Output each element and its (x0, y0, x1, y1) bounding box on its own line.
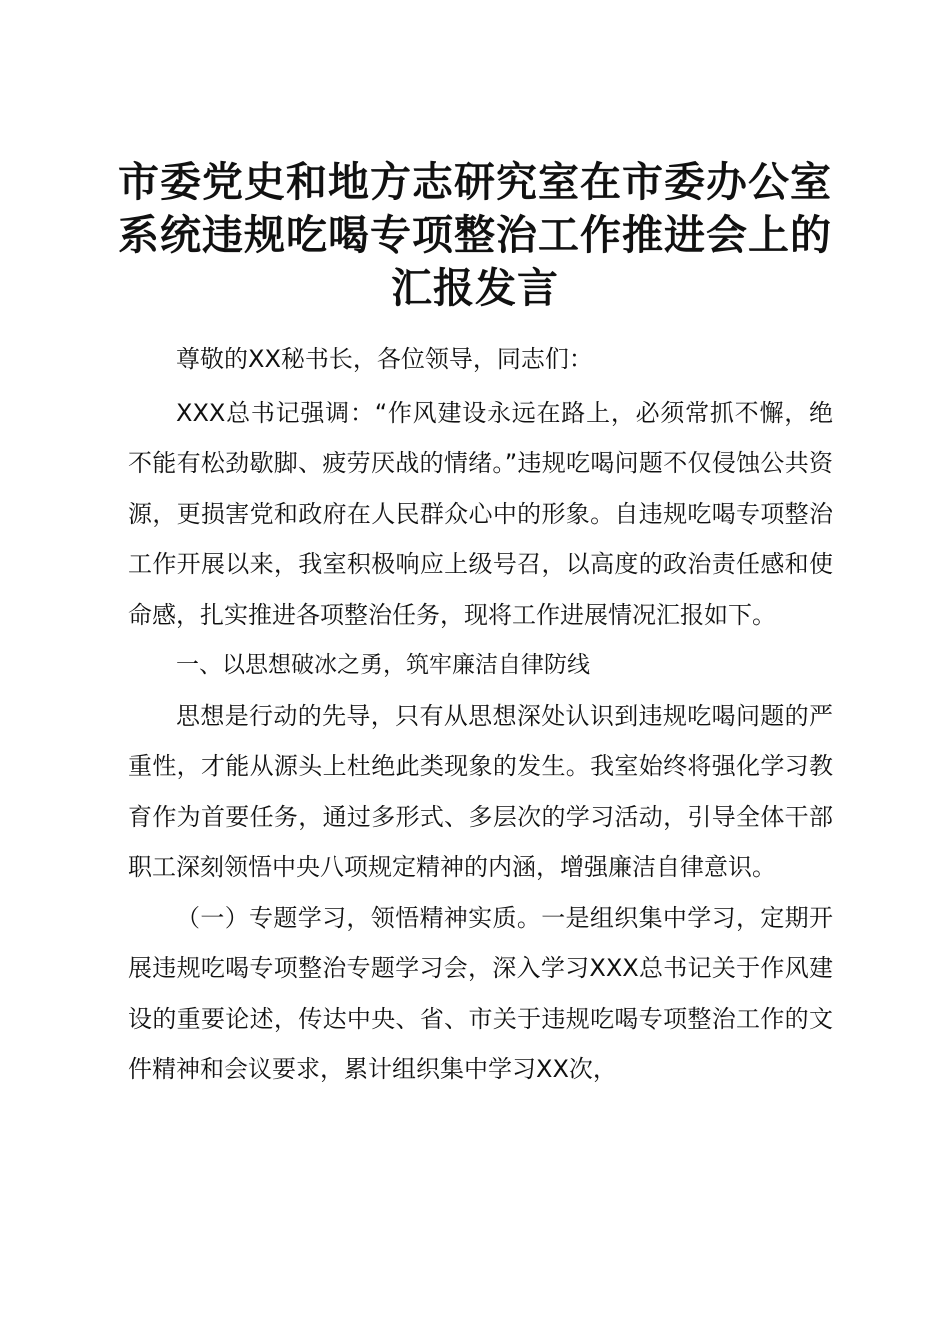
section-heading-1: 一、以思想破冰之勇，筑牢廉洁自律防线 (176, 652, 590, 678)
title-line-3: 汇报发言 (391, 264, 559, 312)
document-body (128, 334, 833, 1095)
intro-paragraph: XXX总书记强调：“作风建设永远在路上，必须常抓不懈，绝不能有松劲歇脚、疲劳厌战的情绪。”违规吃喝问题不仅侵蚀公共资源，更损害党和政府在人民群众心中的形象。自违规吃喝专项整治工作开展以来，我室积极响应上级号召，以高度的政治责任感和使命感，扎实推进各项整治任务，现将工作进展情况汇报如下。 (128, 398, 833, 629)
title-line-1: 市委党史和地方志研究室在市委办公室 (118, 158, 832, 206)
subsection-1-paragraph: （一）专题学习，领悟精神实质。一是组织集中学习，定期开展违规吃喝专项整治专题学习会，深入学习XXX总书记关于作风建设的重要论述，传达中央、省、市关于违规吃喝专项整治工作的文件精神和会议要求，累计组织集中学习XX次， (128, 903, 833, 1083)
section-1-paragraph: 思想是行动的先导，只有从思想深处认识到违规吃喝问题的严重性，才能从源头上杜绝此类现象的发生。我室始终将强化学习教育作为首要任务，通过多形式、多层次的学习活动，引导全体干部职工深刻领悟中央八项规定精神的内涵，增强廉洁自律意识。 (128, 701, 833, 881)
title-line-2: 系统违规吃喝专项整治工作推进会上的 (118, 211, 832, 259)
document-title (110, 156, 840, 315)
salutation: 尊敬的XX秘书长，各位领导，同志们： (176, 345, 593, 373)
